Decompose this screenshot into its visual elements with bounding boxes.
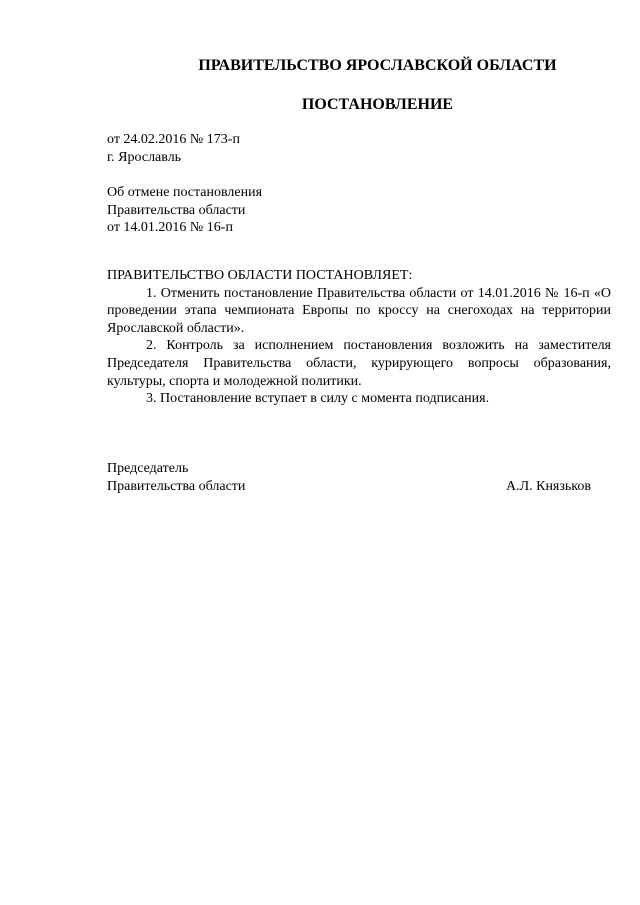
subject-line-2: Правительства области — [107, 202, 246, 218]
subject-line-1: Об отмене постановления — [107, 185, 263, 200]
government-title: ПРАВИТЕЛЬСТВО ЯРОСЛАВСКОЙ ОБЛАСТИ — [198, 57, 557, 74]
document-subject — [107, 184, 611, 237]
resolution-item-2: 2. Контроль за исполнением постановления возложить на заместителя Председателя Правительства области, курирующего вопросы образования, культуры, спорта и молодежной политики. — [107, 338, 611, 389]
resolution-lead: ПРАВИТЕЛЬСТВО ОБЛАСТИ ПОСТАНОВЛЯЕТ: — [107, 268, 413, 283]
subject-line-3: от 14.01.2016 № 16-п — [107, 220, 233, 236]
signatory-title-line-1: Председатель — [107, 461, 189, 476]
document-body — [107, 267, 611, 408]
signatory-name: А.Л. Князьков — [506, 478, 591, 494]
resolution-item-1: 1. Отменить постановление Правительства области от 14.01.2016 № 16-п «О проведении этапа чемпионата Европы по кроссу на снегоходах на территории Ярославской области». — [107, 285, 611, 336]
resolution-item-3: 3. Постановление вступает в силу с момента подписания. — [146, 391, 490, 407]
signature-block — [107, 460, 591, 495]
city: г. Ярославль — [107, 149, 182, 165]
date-number: от 24.02.2016 № 173-п — [107, 132, 240, 147]
signatory-title-line-2: Правительства области — [107, 478, 246, 494]
document-meta — [107, 131, 611, 166]
document-type: ПОСТАНОВЛЕНИЕ — [301, 96, 454, 113]
